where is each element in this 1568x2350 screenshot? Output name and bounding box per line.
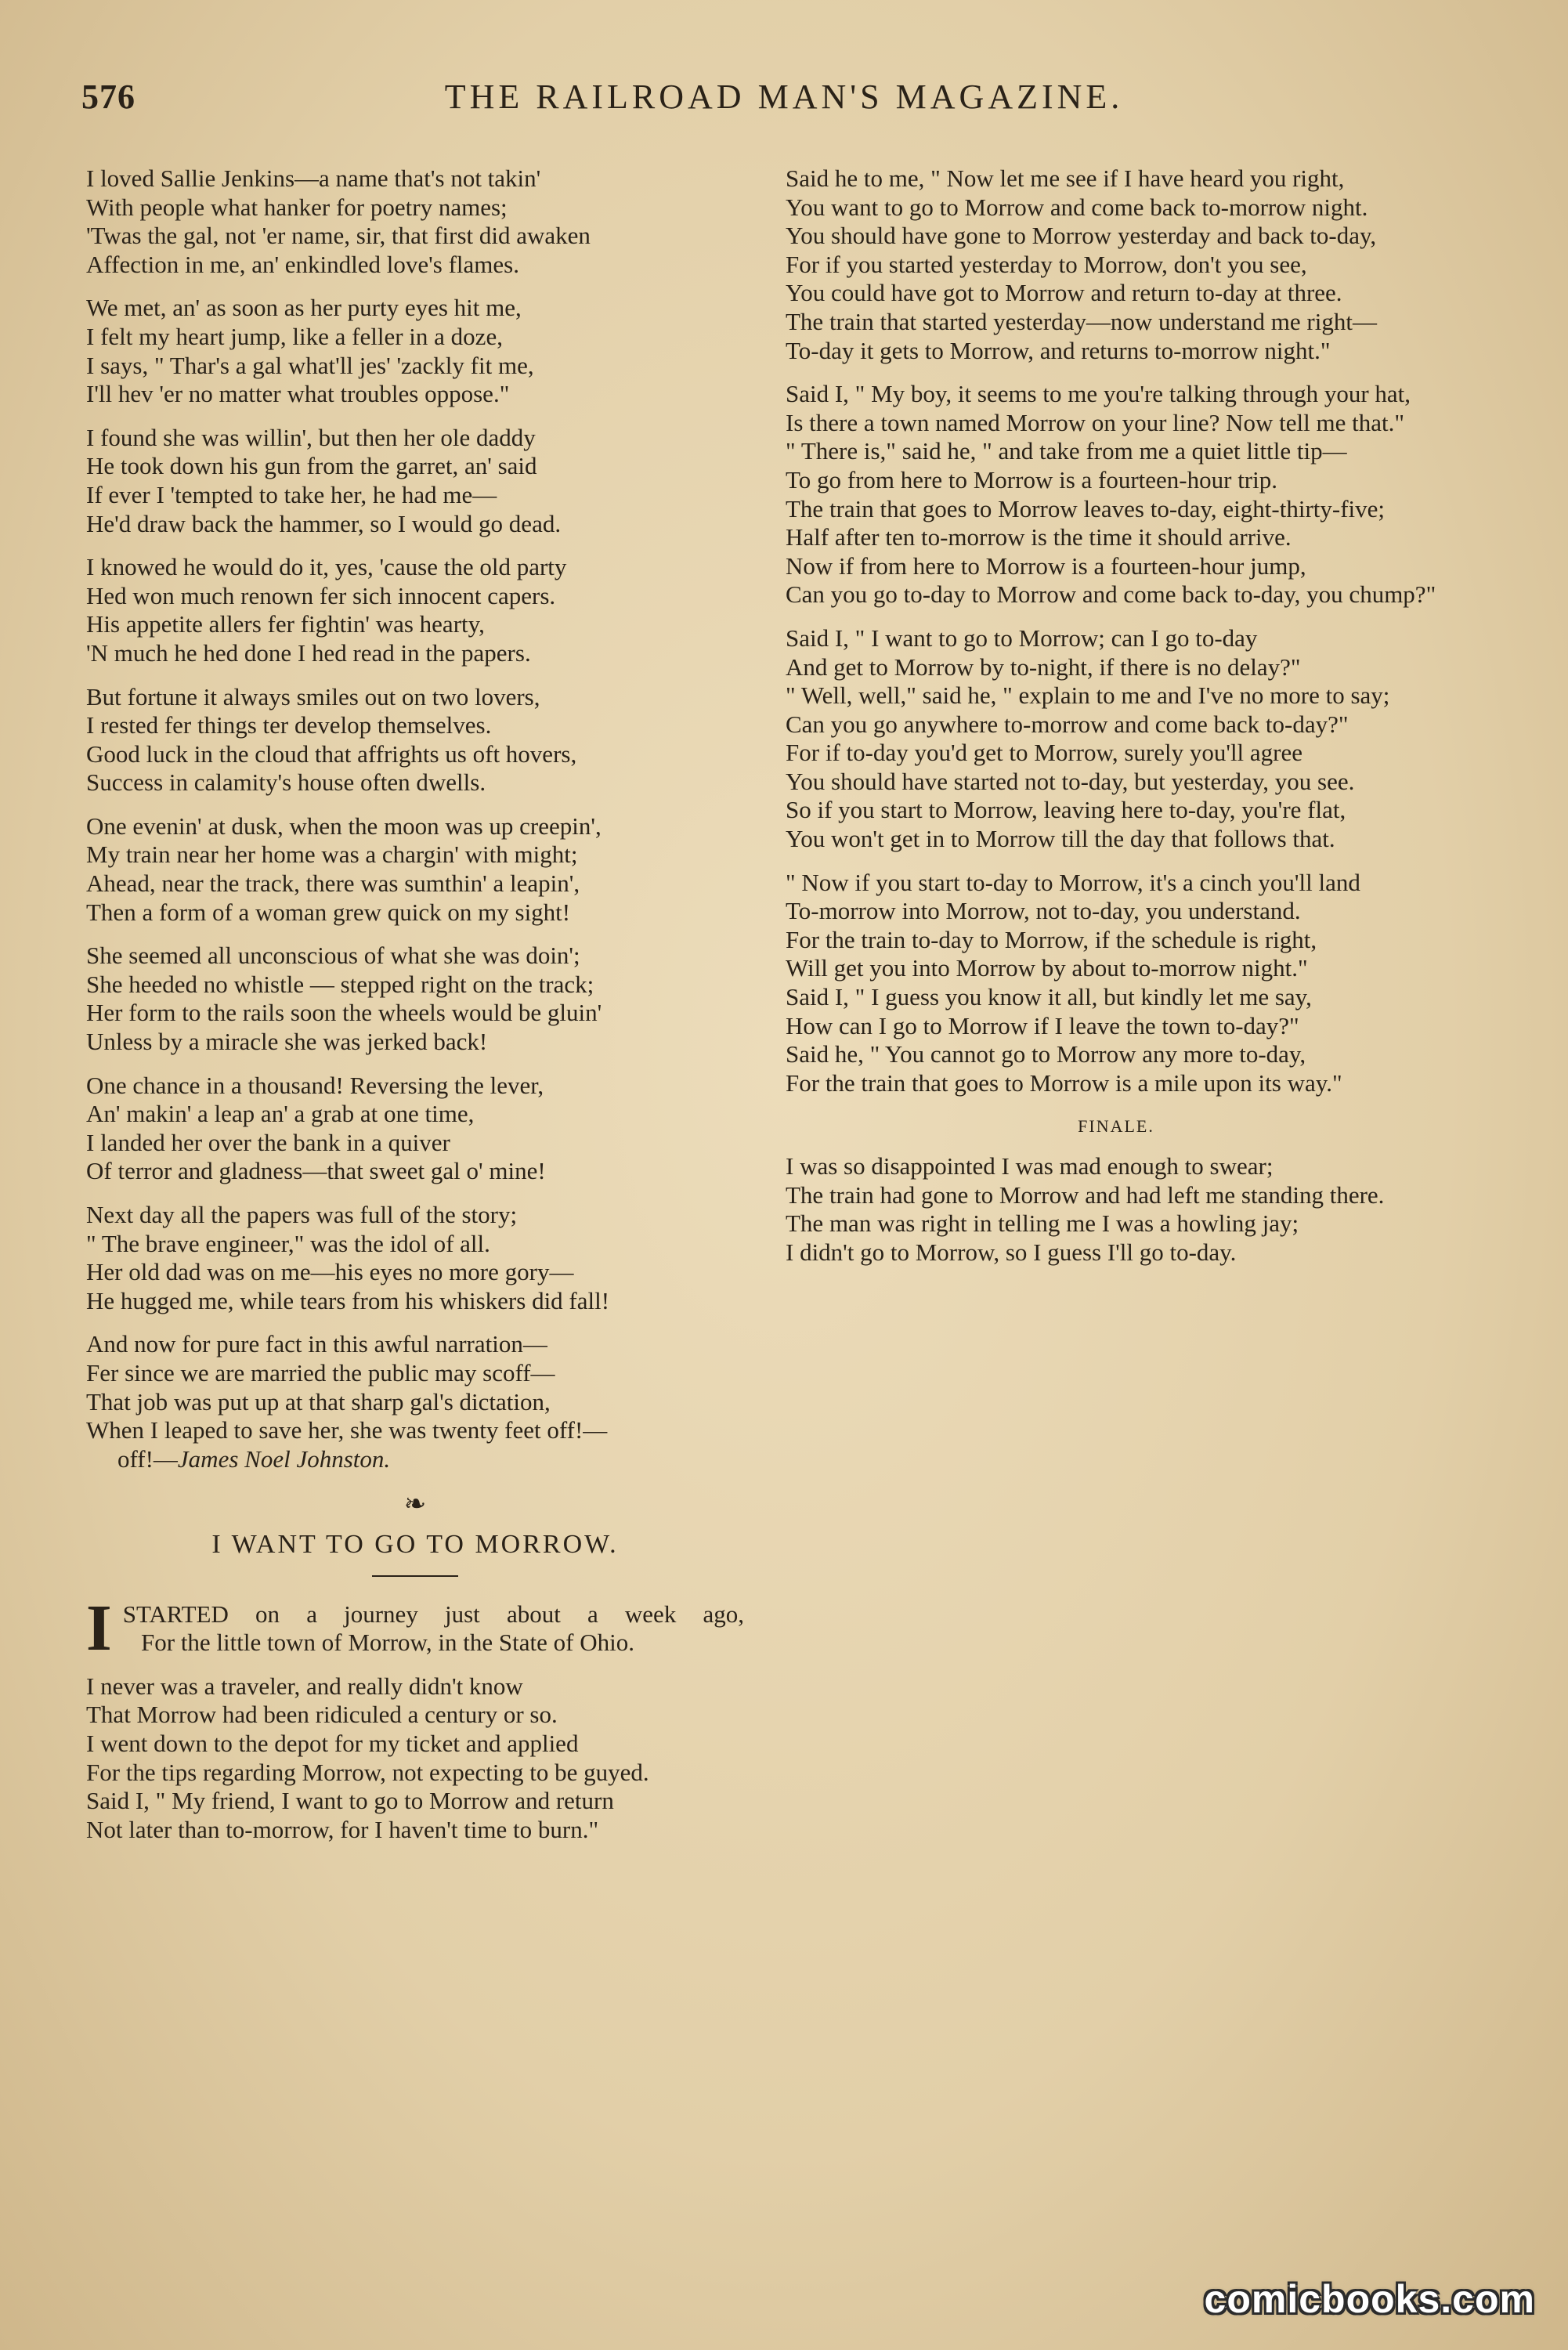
poem-sallie-jenkins — [86, 164, 744, 1445]
poem-line: Good luck in the cloud that affrights us oft hovers, — [86, 739, 577, 768]
poem-line: My train near her home was a chargin' with might; — [86, 841, 578, 869]
poem-line: When I leaped to save her, she was twenty feet off!— — [86, 1416, 608, 1444]
poem-line: That job was put up at that sharp gal's dictation, — [86, 1387, 551, 1415]
poem-line: You should have started not to-day, but yesterday, you see. — [786, 767, 1355, 795]
poem-line: One chance in a thousand! Reversing the lever, — [86, 1071, 544, 1099]
poem-line: You won't get in to Morrow till the day that follows that. — [786, 825, 1335, 853]
poem-line: To-day it gets to Morrow, and returns to-morrow night." — [786, 336, 1331, 364]
poem-line: An' makin' a leap an' a grab at one time, — [86, 1100, 475, 1128]
poem-line: Can you go anywhere to-morrow and come back to-day?" — [786, 710, 1349, 738]
poem-line: So if you start to Morrow, leaving here to-day, you're flat, — [786, 796, 1346, 824]
stanza — [786, 624, 1447, 854]
poem-line: Of terror and gladness—that sweet gal o' mine! — [86, 1157, 546, 1185]
stanza — [86, 294, 744, 408]
poem-line: We met, an' as soon as her purty eyes hit me, — [86, 294, 522, 322]
stanza — [786, 869, 1447, 1098]
poem-line: Said I, " My friend, I want to go to Morrow and return — [86, 1787, 614, 1815]
finale-stanza — [786, 1152, 1447, 1267]
poem-line: She heeded no whistle — stepped right on the track; — [86, 970, 594, 998]
poem-line: With people what hanker for poetry names; — [86, 193, 508, 221]
poem-line: He hugged me, while tears from his whiskers did fall! — [86, 1286, 610, 1314]
poem-line: Said he, " You cannot go to Morrow any more to-day, — [786, 1040, 1306, 1068]
poem-line: 'Twas the gal, not 'er name, sir, that first did awaken — [86, 222, 591, 250]
poem-line: Said he to me, " Now let me see if I have heard you right, — [786, 164, 1345, 192]
poem-line: Said I, " My boy, it seems to me you're talking through your hat, — [786, 380, 1411, 408]
poem-line: I loved Sallie Jenkins—a name that's not takin' — [86, 164, 541, 192]
finale-label: FINALE. — [1078, 1116, 1154, 1137]
poem-line: To-morrow into Morrow, not to-day, you understand. — [786, 897, 1301, 925]
poem-line: Affection in me, an' enkindled love's flames. — [86, 250, 519, 278]
stanza — [786, 164, 1447, 365]
poem-line: I went down to the depot for my ticket and applied — [86, 1729, 579, 1757]
poem-line: She seemed all unconscious of what she was doin'; — [86, 942, 580, 970]
stanza — [786, 380, 1447, 609]
poem-line: Her form to the rails soon the wheels would be gluin' — [86, 999, 602, 1027]
poem-title: I WANT TO GO TO MORROW. — [211, 1529, 619, 1559]
poem-line: That Morrow had been ridiculed a century or so. — [86, 1701, 558, 1729]
poem-line: " There is," said he, " and take from me a quiet little tip— — [786, 437, 1347, 465]
poem-line: And now for pure fact in this awful narration— — [86, 1330, 547, 1358]
poem-continuation — [786, 164, 1447, 1097]
poem-line: The train that started yesterday—now understand me right— — [786, 307, 1377, 335]
poem-line: STARTED on a journey just about a week ago, — [122, 1600, 744, 1628]
page-header: THE RAILROAD MAN'S MAGAZINE. — [444, 78, 1124, 116]
poem-line: Half after ten to-morrow is the time it should arrive. — [786, 523, 1292, 551]
drop-cap: I — [86, 1591, 112, 1665]
poem-line: I didn't go to Morrow, so I guess I'll go to-day. — [786, 1238, 1237, 1266]
poem-line: For if to-day you'd get to Morrow, surely you'll agree — [786, 739, 1303, 767]
stanza — [86, 683, 744, 797]
poem-line: You could have got to Morrow and return to-day at three. — [786, 279, 1342, 307]
stanza — [86, 1072, 744, 1186]
poem-line: Is there a town named Morrow on your line? Now tell me that." — [786, 408, 1405, 436]
poem-line: How can I go to Morrow if I leave the town to-day?" — [786, 1011, 1299, 1039]
poem-line: " Well, well," said he, " explain to me and I've no more to say; — [786, 682, 1390, 710]
poem-line: I felt my heart jump, like a feller in a doze, — [86, 322, 503, 350]
stanza — [86, 424, 744, 538]
stanza — [86, 1201, 744, 1315]
poem-line: Not later than to-morrow, for I haven't time to burn." — [86, 1815, 599, 1843]
poem-line: Ahead, near the track, there was sumthin' a leapin', — [86, 870, 580, 898]
poem-line: The man was right in telling me I was a howling jay; — [786, 1209, 1299, 1238]
author-name: James Noel Johnston. — [177, 1444, 391, 1473]
poem-line: He'd draw back the hammer, so I would go dead. — [86, 509, 562, 537]
poem-line: I was so disappointed I was mad enough to swear; — [786, 1152, 1274, 1180]
poem-line: Said I, " I guess you know it all, but kindly let me say, — [786, 983, 1312, 1011]
poem-line: If ever I 'tempted to take her, he had me— — [86, 480, 497, 508]
poem-line: One evenin' at dusk, when the moon was up creepin', — [86, 812, 602, 840]
poem-line: Can you go to-day to Morrow and come back to-day, you chump?" — [786, 580, 1436, 609]
poem-line: Will get you into Morrow by about to-morrow night." — [786, 954, 1308, 982]
attribution: off!—James Noel Johnston. — [117, 1444, 391, 1473]
poem-line: For the train to-day to Morrow, if the schedule is right, — [786, 925, 1317, 953]
poem-line: " Now if you start to-day to Morrow, it's a cinch you'll land — [786, 868, 1360, 896]
poem-line: Her old dad was on me—his eyes no more gory— — [86, 1258, 574, 1286]
poem-line: For the little town of Morrow, in the State of Ohio. — [141, 1629, 634, 1657]
poem-line: You should have gone to Morrow yesterday and back to-day, — [786, 222, 1377, 250]
stanza — [86, 942, 744, 1056]
stanza — [86, 812, 744, 927]
poem-line: Said I, " I want to go to Morrow; can I go to-day — [786, 624, 1258, 652]
poem-line: Unless by a miracle she was jerked back! — [86, 1028, 488, 1056]
poem-line: I'll hev 'er no matter what troubles oppose." — [86, 380, 510, 408]
poem-line: He took down his gun from the garret, an' said — [86, 452, 537, 480]
watermark-logo: comicbooks.com — [1204, 2277, 1535, 2321]
title-rule — [372, 1575, 458, 1577]
poem-line: I says, " Thar's a gal what'll jes' 'zackly fit me, — [86, 351, 534, 379]
poem-line: You want to go to Morrow and come back to-morrow night. — [786, 193, 1368, 221]
poem-line: I never was a traveler, and really didn't know — [86, 1672, 523, 1700]
stanza — [86, 164, 744, 279]
poem-line: I knowed he would do it, yes, 'cause the old party — [86, 553, 567, 581]
poem-line: But fortune it always smiles out on two lovers, — [86, 682, 540, 710]
poem-line: His appetite allers fer fightin' was hearty, — [86, 610, 485, 638]
poem-line: 'N much he hed done I hed read in the papers. — [86, 638, 531, 667]
ornament-icon: ❧ — [403, 1490, 427, 1520]
poem-line: I rested fer things ter develop themselves. — [86, 711, 492, 739]
stanza — [86, 553, 744, 667]
poem-line: Then a form of a woman grew quick on my sight! — [86, 898, 571, 926]
poem-line: And get to Morrow by to-night, if there is no delay?" — [786, 653, 1301, 681]
poem-line: Hed won much renown fer sich innocent capers. — [86, 581, 556, 609]
poem-line: Fer since we are married the public may scoff— — [86, 1358, 555, 1386]
poem-line: To go from here to Morrow is a fourteen-hour trip. — [786, 465, 1277, 494]
poem-line: For the train that goes to Morrow is a mile upon its way." — [786, 1068, 1342, 1097]
poem-line: I landed her over the bank in a quiver — [86, 1128, 450, 1156]
right-column — [786, 164, 1447, 1282]
stanza — [86, 1330, 744, 1444]
poem-line: The train had gone to Morrow and had left me standing there. — [786, 1180, 1385, 1209]
poem-line: " The brave engineer," was the idol of all. — [86, 1229, 490, 1257]
poem-line: The train that goes to Morrow leaves to-day, eight-thirty-five; — [786, 494, 1386, 522]
poem-line: For the tips regarding Morrow, not expecting to be guyed. — [86, 1758, 649, 1786]
poem-line: I found she was willin', but then her ole daddy — [86, 423, 536, 451]
left-column — [86, 164, 744, 1859]
poem-line: Now if from here to Morrow is a fourteen-hour jump, — [786, 551, 1306, 580]
stanza — [86, 1672, 744, 1845]
page-number: 576 — [81, 78, 135, 116]
poem-line: For if you started yesterday to Morrow, don't you see, — [786, 250, 1307, 278]
opening-stanza — [86, 1591, 744, 1665]
poem-line: Next day all the papers was full of the story; — [86, 1201, 518, 1228]
poem-line: Success in calamity's house often dwells. — [86, 768, 486, 797]
